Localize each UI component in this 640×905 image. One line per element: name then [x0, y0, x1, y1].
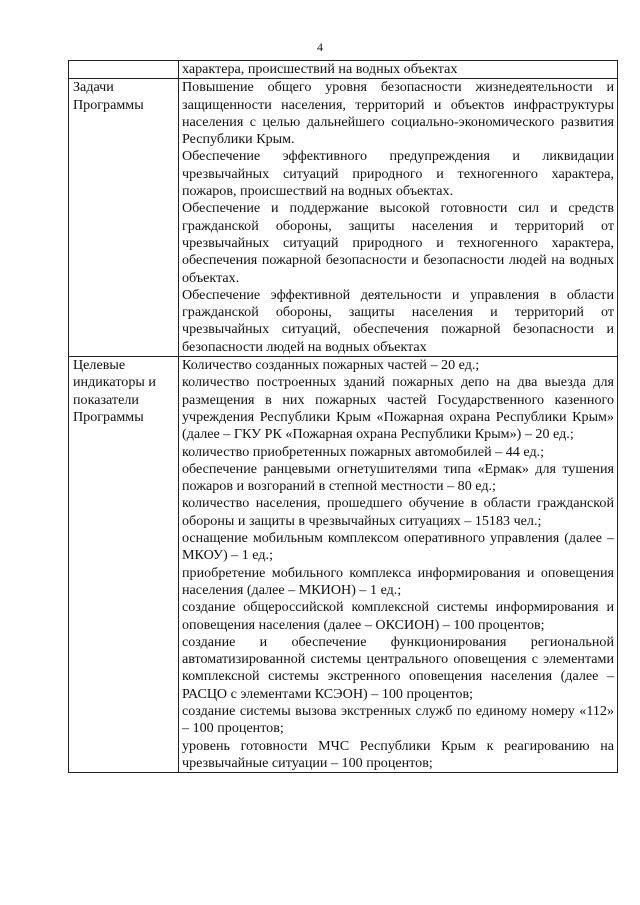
paragraph: количество приобретенных пожарных автомобилей – 44 ед.; [182, 443, 545, 460]
row-content [179, 61, 618, 79]
paragraph: обеспечение ранцевыми огнетушителями типа «Ермак» для тушения пожаров и возгораний в степной местности – 80 ед.; [182, 460, 614, 495]
page-number: 4 [317, 40, 323, 54]
paragraph: Обеспечение эффективного предупреждения и ликвидации чрезвычайных ситуаций природного и техногенного характера, пожаров, происшествий на водных объектах. [182, 148, 614, 200]
paragraph: Количество созданных пожарных частей – 20 ед.; [182, 357, 480, 374]
program-passport-table [68, 60, 618, 773]
row-label: Задачи Программы [69, 79, 179, 357]
paragraph: создание общероссийской комплексной системы информирования и оповещения населения (далее – ОКСИОН) – 100 процентов; [182, 599, 614, 633]
paragraph: оснащение мобильным комплексом оперативного управления (далее – МКОУ) – 1 ед.; [182, 530, 614, 564]
table-row [69, 357, 618, 773]
row-content [179, 79, 618, 357]
paragraph: приобретение мобильного комплекса информирования и оповещения населения (далее – МКИОН) – 1 ед.; [182, 564, 614, 598]
paragraph: создание и обеспечение функционирования региональной автоматизированной системы центрального оповещения с элементами комплексной системы экстренного оповещения населения (далее – РАСЦО с элементами КСЭОН) – 100 процентов; [182, 633, 614, 702]
paragraph: Обеспечение эффективной деятельности и управления в области гражданской обороны, защиты населения и территорий от чрезвычайных ситуаций, обеспечения пожарной безопасности и безопасности людей на водных объектах [182, 286, 614, 355]
table-row [69, 79, 618, 357]
paragraph: создание системы вызова экстренных служб по единому номеру «112» – 100 процентов; [182, 702, 614, 737]
paragraph: количество построенных зданий пожарных депо на два выезда для размещения в них пожарных частей Государственного казенного учреждения Республики Крым «Пожарная охрана Республики Крым» (далее – ГКУ РК «Пожарная охрана Республики Крым») – 20 ед.; [182, 374, 614, 443]
row-content [179, 357, 618, 773]
paragraph: количество населения, прошедшего обучение в области гражданской обороны и защиты в чрезвычайных ситуациях – 15183 чел.; [182, 495, 614, 529]
paragraph: Обеспечение и поддержание высокой готовности сил и средств гражданской обороны, защиты населения и территорий от чрезвычайных ситуаций природного и техногенного характера, обеспечения пожарной безопасности и безопасности людей на водных объектах. [182, 200, 614, 286]
row-label: Целевые индикаторы и показатели Программы [69, 357, 179, 773]
paragraph: характера, происшествий на водных объектах [182, 61, 458, 77]
row-label [69, 61, 179, 79]
table-row [69, 61, 618, 79]
paragraph: уровень готовности МЧС Республики Крым к реагированию на чрезвычайные ситуации – 100 процентов; [182, 737, 614, 771]
paragraph: Повышение общего уровня безопасности жизнедеятельности и защищенности населения, территорий и объектов инфраструктуры населения с целью дальнейшего социально-экономического развития Республики Крым. [182, 79, 614, 148]
